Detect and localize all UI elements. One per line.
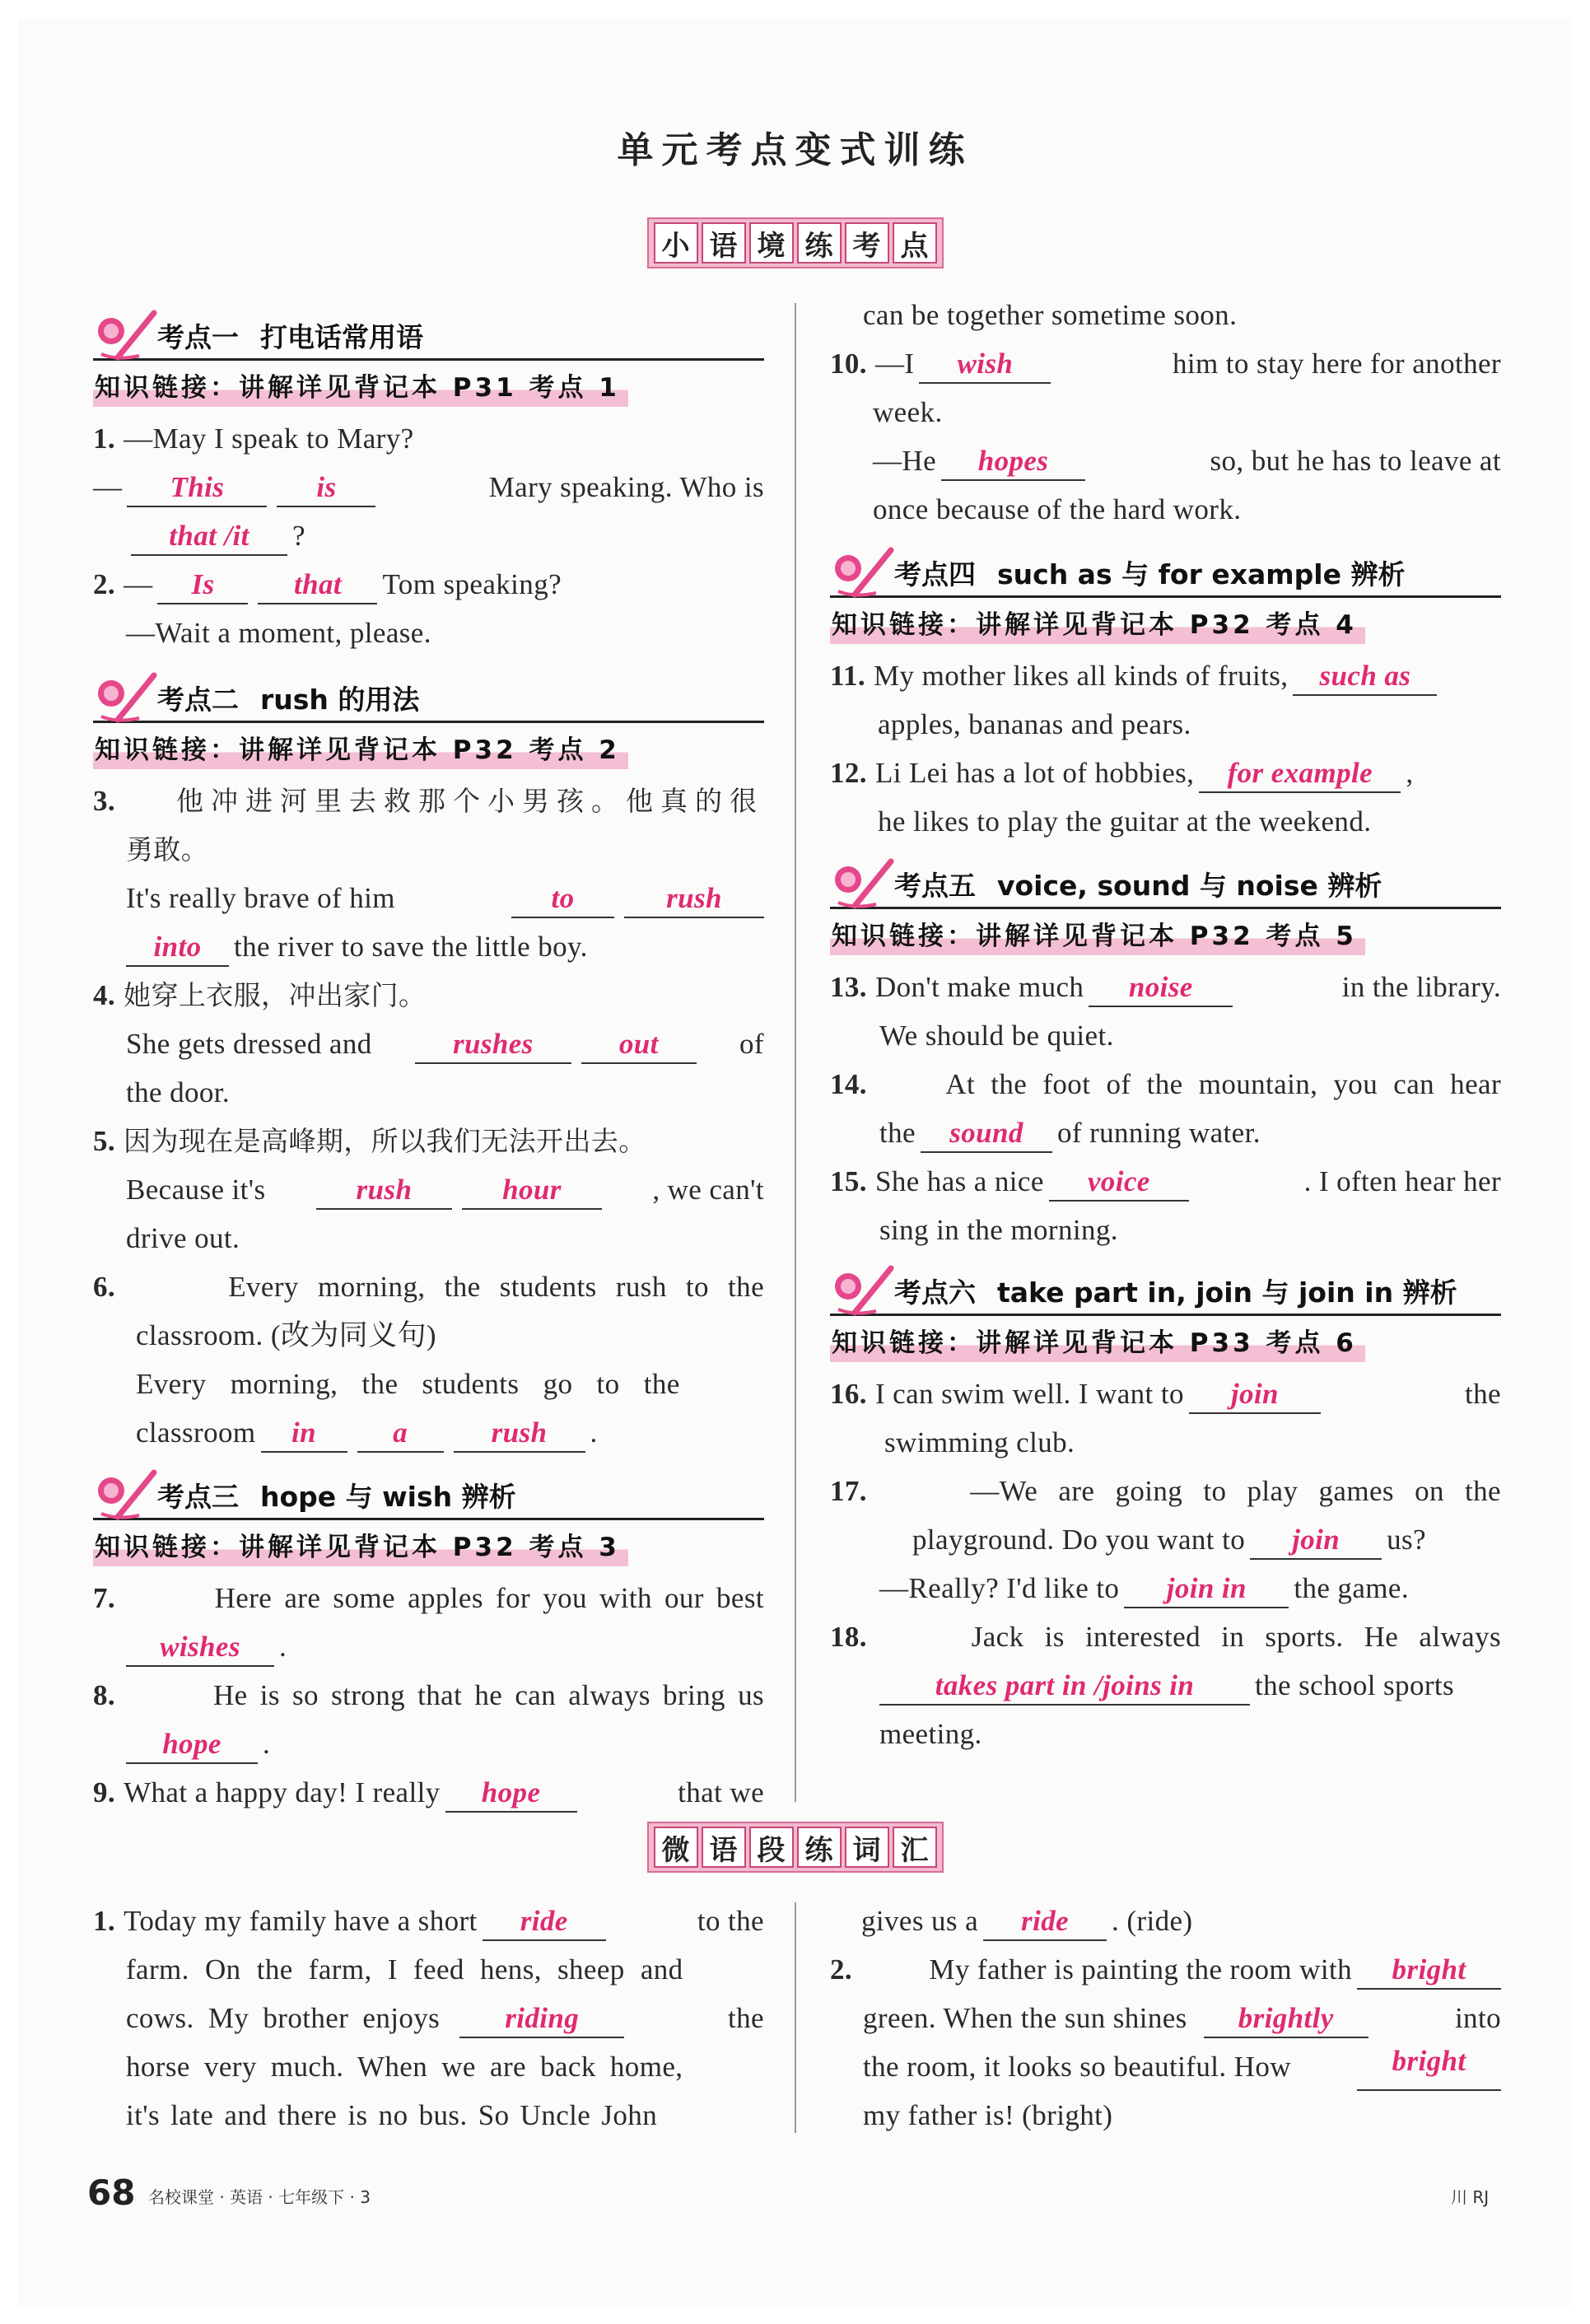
- section-char: 练: [797, 222, 842, 264]
- answer-blank: riding: [459, 2000, 624, 2038]
- answer-blank: ride: [983, 1903, 1107, 1941]
- answer-blank: ride: [483, 1903, 606, 1941]
- kaodian-topic: take part in, join 与 join in 辨析: [997, 1276, 1457, 1309]
- question-4-line-1: 4. 她穿上衣服，冲出家门。: [93, 979, 427, 1011]
- question-13-line-1: 13. Don't make much noise in the library.: [830, 964, 1501, 1011]
- knowledge-link: 知识链接：讲解详见背记本 P32 考点 2: [93, 731, 628, 769]
- question-15-line-2: sing in the morning.: [879, 1214, 1118, 1246]
- section-char: 点: [893, 222, 937, 264]
- answer-blank: rush: [454, 1415, 585, 1453]
- flower-pencil-icon: [830, 544, 896, 603]
- section-char: 语: [702, 222, 746, 264]
- question-5-line-1: 5. 因为现在是高峰期，所以我们无法开出去。: [93, 1125, 646, 1157]
- section-char: 考: [845, 222, 889, 264]
- knowledge-link: 知识链接：讲解详见背记本 P31 考点 1: [93, 369, 628, 407]
- question-1-line-2: — This is Mary speaking. Who is: [93, 464, 764, 511]
- question-17-line-3: —Really? I'd like to join in the game.: [879, 1565, 1409, 1612]
- vocab-1-line-1: 1. Today my family have a short ride to the: [93, 1897, 764, 1945]
- question-15-line-1: 15. She has a nice voice . I often hear her: [830, 1158, 1501, 1206]
- vocab-1-line-2: farm. On the farm, I feed hens, sheep and: [126, 1953, 683, 1986]
- question-14-line-1: 14. At the foot of the mountain, you can hear: [830, 1068, 1501, 1100]
- question-2-line-2: —Wait a moment, please.: [126, 617, 431, 649]
- question-9-line-1: 9. What a happy day! I really hope that we: [93, 1769, 764, 1817]
- question-18-line-3: meeting.: [879, 1718, 982, 1750]
- answer-blank: voice: [1049, 1164, 1189, 1202]
- answer-blank: out: [581, 1026, 697, 1064]
- question-2-line-1: 2. — Is that Tom speaking?: [93, 561, 562, 609]
- vocab-1-line-6: gives us a ride . (ride): [861, 1897, 1192, 1945]
- knowledge-link: 知识链接：讲解详见背记本 P32 考点 4: [830, 606, 1365, 644]
- question-11-line-1: 11. My mother likes all kinds of fruits, such as: [830, 652, 1442, 700]
- answer-blank: takes part in /joins in: [879, 1668, 1250, 1706]
- question-3-line-4: into the river to save the little boy.: [126, 923, 588, 971]
- section-char: 汇: [893, 1827, 937, 1868]
- question-1-line-3: that /it ?: [126, 512, 305, 560]
- kaodian-3-header: [93, 1466, 764, 1520]
- question-10-line-3: —He hopes so, but he has to leave at: [873, 437, 1501, 485]
- book-info: 名校课堂 · 英语 · 七年级下 · 3: [148, 2187, 371, 2207]
- answer-blank: bright: [1357, 2043, 1501, 2091]
- question-12-line-2: he likes to play the guitar at the weekend.: [878, 805, 1372, 838]
- answer-blank: wishes: [126, 1629, 274, 1667]
- question-18-line-2: takes part in /joins in the school sports: [879, 1662, 1454, 1710]
- answer-blank: sound: [921, 1115, 1052, 1153]
- flower-pencil-icon: [830, 855, 896, 914]
- kaodian-label: 考点五: [894, 870, 976, 902]
- vocab-1-line-5: it's late and there is no bus. So Uncle John: [126, 2099, 658, 2131]
- flower-pencil-icon: [93, 306, 159, 366]
- answer-blank: rush: [624, 880, 764, 918]
- question-17-line-2: playground. Do you want to join us?: [912, 1516, 1426, 1564]
- kaodian-label: 考点一: [157, 321, 239, 353]
- kaodian-4-header: [830, 544, 1501, 598]
- answer-blank: hope: [126, 1726, 258, 1764]
- kaodian-label: 考点二: [157, 684, 239, 716]
- section-char: 微: [654, 1827, 698, 1868]
- kaodian-label: 考点六: [894, 1276, 976, 1309]
- answer-blank: join: [1189, 1376, 1321, 1414]
- kaodian-topic: 打电话常用语: [260, 321, 423, 353]
- kaodian-2-header: [93, 669, 764, 723]
- question-3-line-3: It's really brave of him to rush: [126, 875, 764, 922]
- section-char: 小: [654, 222, 698, 264]
- answer-blank: a: [357, 1415, 444, 1453]
- question-6-line-3: Every morning, the students go to the: [136, 1368, 680, 1400]
- question-14-line-2: the sound of running water.: [879, 1109, 1261, 1157]
- question-12-line-1: 12. Li Lei has a lot of hobbies, for example ,: [830, 749, 1413, 797]
- vocab-1-line-3: cows. My brother enjoys riding the: [126, 1995, 764, 2042]
- answer-blank: in: [261, 1415, 347, 1453]
- kaodian-label: 考点四: [894, 558, 976, 590]
- section-title-context-practice: [0, 217, 1590, 268]
- vocab-2-line-4: my father is! (bright): [863, 2099, 1113, 2131]
- edition-label: 川 RJ: [1451, 2187, 1490, 2207]
- section-title-paragraph-vocab: [0, 1822, 1590, 1873]
- vocab-2-line-3: the room, it looks so beautiful. How bright: [863, 2043, 1501, 2091]
- question-8-line-2: hope .: [126, 1720, 270, 1768]
- flower-pencil-icon: [830, 1262, 896, 1321]
- answer-blank: that /it: [131, 518, 287, 556]
- answer-blank: join: [1250, 1522, 1382, 1560]
- answer-blank: Is: [157, 567, 248, 604]
- page-number: 68: [87, 2172, 136, 2213]
- question-11-line-2: apples, bananas and pears.: [878, 708, 1191, 740]
- flower-pencil-icon: [93, 669, 159, 728]
- question-6-line-4: classroom in a rush .: [136, 1409, 598, 1457]
- kaodian-topic: such as 与 for example 辨析: [997, 558, 1406, 590]
- question-9-line-2: can be together sometime soon.: [863, 299, 1238, 331]
- answer-blank: that: [258, 567, 377, 604]
- page-title: 单元考点变式训练: [617, 129, 973, 171]
- question-3-line-1: 3. 他冲进河里去救那个小男孩。他真的很: [93, 785, 764, 817]
- question-5-line-3: drive out.: [126, 1222, 240, 1254]
- answer-blank: brightly: [1204, 2000, 1369, 2038]
- vocab-2-line-2: green. When the sun shines brightly into: [863, 1995, 1501, 2042]
- answer-blank: This: [127, 469, 267, 507]
- kaodian-label: 考点三: [157, 1481, 239, 1513]
- answer-blank: rushes: [415, 1026, 571, 1064]
- question-1-line-1: 1. —May I speak to Mary?: [93, 422, 414, 455]
- question-6-line-1: 6. Every morning, the students rush to the: [93, 1271, 764, 1303]
- section-char: 语: [702, 1827, 746, 1868]
- answer-blank: for example: [1199, 755, 1401, 793]
- answer-blank: hope: [445, 1775, 577, 1813]
- answer-blank: bright: [1357, 1952, 1501, 1990]
- kaodian-6-header: [830, 1262, 1501, 1316]
- vocab-1-line-4: horse very much. When we are back home,: [126, 2051, 683, 2083]
- column-divider: [795, 303, 796, 1802]
- answer-blank: noise: [1089, 969, 1233, 1007]
- answer-blank: hour: [462, 1172, 602, 1210]
- knowledge-link: 知识链接：讲解详见背记本 P32 考点 5: [830, 917, 1365, 955]
- section-char: 段: [749, 1827, 794, 1868]
- answer-blank: into: [126, 929, 229, 967]
- question-4-line-2: She gets dressed and rushes out of: [126, 1020, 764, 1068]
- question-7-line-1: 7. Here are some apples for you with our best: [93, 1582, 764, 1614]
- kaodian-topic: voice, sound 与 noise 辨析: [997, 870, 1383, 902]
- question-5-line-2: Because it's rush hour , we can't: [126, 1166, 764, 1214]
- question-16-line-2: swimming club.: [884, 1426, 1075, 1458]
- knowledge-link: 知识链接：讲解详见背记本 P33 考点 6: [830, 1324, 1365, 1362]
- question-10-line-1: 10. —I wish him to stay here for another: [830, 340, 1501, 388]
- question-16-line-1: 16. I can swim well. I want to join the: [830, 1370, 1501, 1418]
- section-char: 词: [845, 1827, 889, 1868]
- question-10-line-4: once because of the hard work.: [873, 493, 1242, 525]
- section-char: 境: [749, 222, 794, 264]
- answer-blank: is: [277, 469, 375, 507]
- answer-blank: such as: [1293, 658, 1437, 696]
- answer-blank: rush: [316, 1172, 452, 1210]
- question-13-line-2: We should be quiet.: [879, 1020, 1114, 1052]
- answer-blank: hopes: [941, 443, 1085, 481]
- question-8-line-1: 8. He is so strong that he can always bring us: [93, 1679, 764, 1711]
- answer-blank: join in: [1124, 1570, 1289, 1608]
- question-4-line-3: the door.: [126, 1076, 231, 1108]
- question-6-line-2: classroom. (改为同义句): [136, 1319, 436, 1351]
- kaodian-1-header: [93, 306, 764, 361]
- answer-blank: to: [511, 880, 614, 918]
- question-10-line-2: week.: [873, 396, 943, 428]
- question-18-line-1: 18. Jack is interested in sports. He always: [830, 1621, 1501, 1653]
- flower-pencil-icon: [93, 1466, 159, 1525]
- question-3-line-2: 勇敢。: [126, 833, 209, 866]
- question-7-line-2: wishes .: [126, 1623, 287, 1671]
- kaodian-5-header: [830, 855, 1501, 909]
- question-17-line-1: 17. —We are going to play games on the: [830, 1475, 1501, 1507]
- answer-blank: wish: [919, 346, 1051, 384]
- kaodian-topic: hope 与 wish 辨析: [260, 1481, 516, 1513]
- column-divider: [795, 1902, 796, 2133]
- vocab-2-line-1: 2. My father is painting the room with bright: [830, 1946, 1501, 1994]
- section-char: 练: [797, 1827, 842, 1868]
- knowledge-link: 知识链接：讲解详见背记本 P32 考点 3: [93, 1528, 628, 1566]
- kaodian-topic: rush 的用法: [260, 684, 420, 716]
